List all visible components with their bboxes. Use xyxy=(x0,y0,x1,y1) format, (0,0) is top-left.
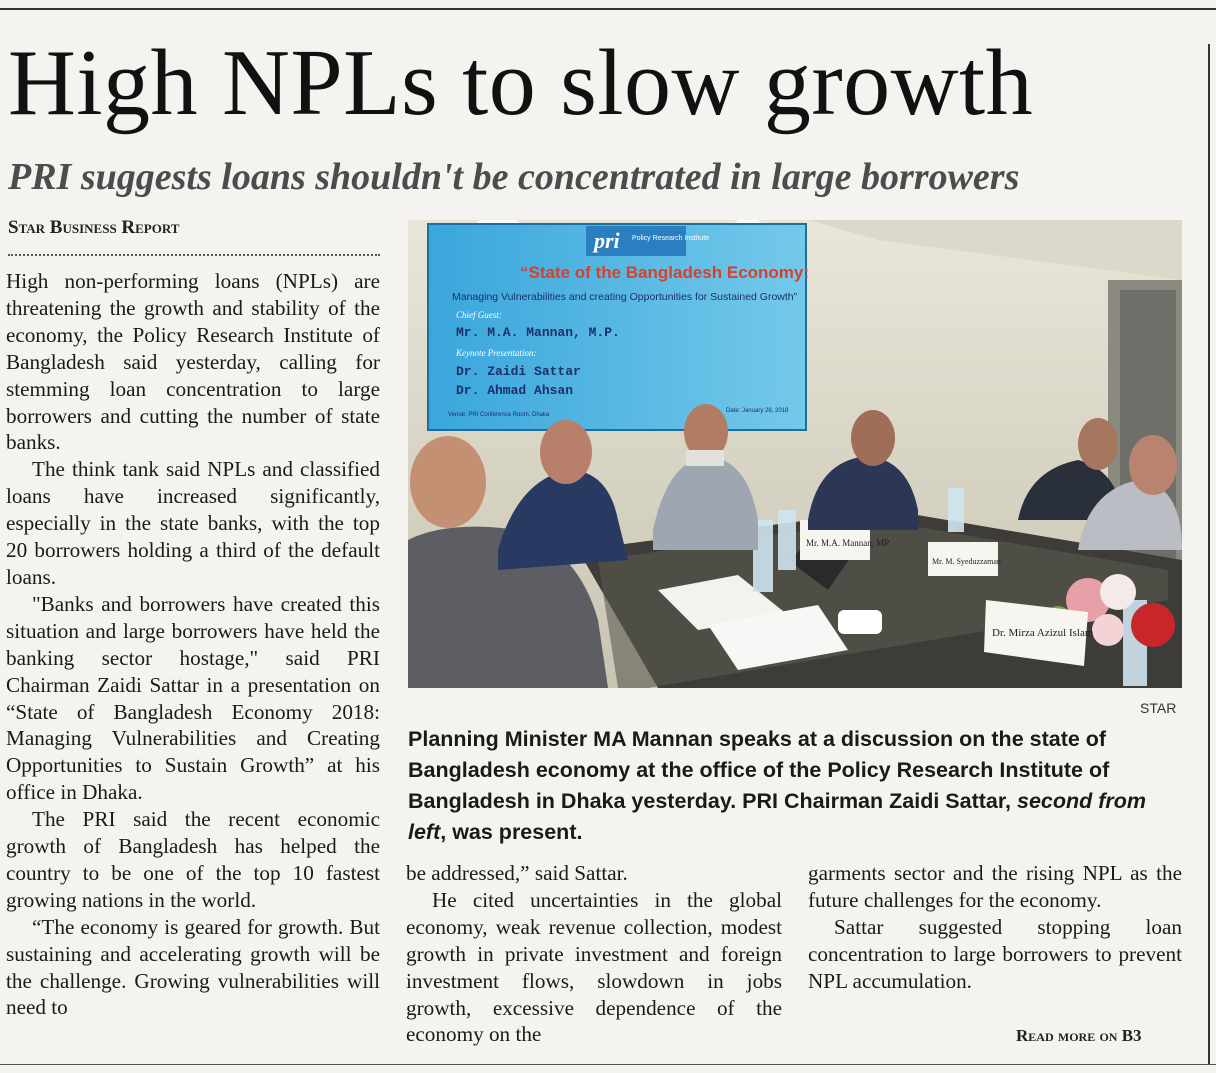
read-more-link[interactable]: Read more on B3 xyxy=(1016,1026,1142,1045)
right-rule xyxy=(1208,44,1210,1064)
banner-title: “State of the Bangladesh Economy: xyxy=(520,263,810,282)
headline: High NPLs to slow growth xyxy=(8,31,1034,135)
paragraph: “The economy is geared for growth. But sustaining and accelerating growth will be the challenge. Growing vulnerabilities will need to xyxy=(6,914,380,1020)
caption-italic: second from left xyxy=(408,789,1147,844)
paragraph: He cited uncertainties in the global economy, weak revenue collection, modest growth in private investment and foreign investment flows, slowdown in jobs growth, excessive dependence of the economy on the xyxy=(406,887,782,1047)
paragraph: The PRI said the recent economic growth of Bangladesh has helped the country to be one of the top 10 fastest growing nations in the world. xyxy=(6,807,380,912)
svg-text:Dr. Mirza Azizul Islam: Dr. Mirza Azizul Islam xyxy=(992,627,1094,639)
paragraph: The think tank said NPLs and classified loans have increased significantly, especially in the state banks, with the top 20 borrowers holding a third of the default loans. xyxy=(6,457,380,589)
paragraph: be addressed,” said Sattar. xyxy=(406,861,628,885)
pri-logo: pri xyxy=(594,228,620,253)
article-column-2 xyxy=(406,860,782,1048)
paragraph: "Banks and borrowers have created this situation and large borrowers have held the banking sector hostage," said PRI Chairman Zaidi Sattar in a presentation on “State of Bangladesh Economy 2018: Managing Vulnerabilities and Creating Opportunities to Sustain Growth” at his office in Dhaka. xyxy=(6,591,380,805)
bottom-rule xyxy=(0,1064,1216,1065)
banner-subtitle: Managing Vulnerabilities and creating Opportunities for Sustained Growth” xyxy=(452,291,798,303)
svg-text:Mr. M.A. Mannan, MP: Mr. M.A. Mannan, MP xyxy=(806,538,890,548)
paragraph: garments sector and the rising NPL as the future challenges for the economy. xyxy=(808,861,1182,912)
caption-text-end: , was present. xyxy=(440,820,583,844)
news-photo xyxy=(408,220,1182,688)
article-column-3 xyxy=(808,860,1182,995)
banner-presenter-1: Dr. Zaidi Sattar xyxy=(456,364,581,379)
banner-date: Date: January 28, 2018 xyxy=(726,408,789,414)
event-banner xyxy=(428,224,809,430)
pri-logo-sub: Policy Research Institute xyxy=(632,235,710,242)
banner-venue: Venue: PRI Conference Room, Dhaka xyxy=(448,412,550,418)
subheadline: PRI suggests loans shouldn't be concentrated in large borrowers xyxy=(8,156,1020,198)
banner-keynote-label: Keynote Presentation: xyxy=(456,348,537,358)
svg-text:Mr. M. Syeduzzaman: Mr. M. Syeduzzaman xyxy=(932,557,1001,566)
byline-divider xyxy=(8,254,380,256)
banner-chief-guest: Mr. M.A. Mannan, M.P. xyxy=(456,325,620,340)
paragraph: Sattar suggested stopping loan concentration to large borrowers to prevent NPL accumulation. xyxy=(808,914,1182,993)
caption-text: Planning Minister MA Mannan speaks at a discussion on the state of Bangladesh economy at the office of the Policy Research Institute of Bangladesh in Dhaka yesterday. PRI Chairman Zaidi Sattar, xyxy=(408,727,1110,813)
photo-credit: STAR xyxy=(1140,700,1177,716)
banner-presenter-2: Dr. Ahmad Ahsan xyxy=(456,383,574,398)
nameplate-2 xyxy=(928,542,1001,576)
banner-chief-guest-label: Chief Guest: xyxy=(456,310,502,320)
top-rule xyxy=(0,8,1216,10)
photo-caption xyxy=(408,724,1168,848)
meeting-photo-illustration xyxy=(408,220,1182,688)
byline: Star Business Report xyxy=(8,217,180,238)
article-column-1 xyxy=(6,268,380,1021)
paragraph: High non-performing loans (NPLs) are threatening the growth and stability of the economy, the Policy Research Institute of Bangladesh said yesterday, calling for stemming loan concentration to large borrowers and cutting the number of state banks. xyxy=(6,269,380,455)
